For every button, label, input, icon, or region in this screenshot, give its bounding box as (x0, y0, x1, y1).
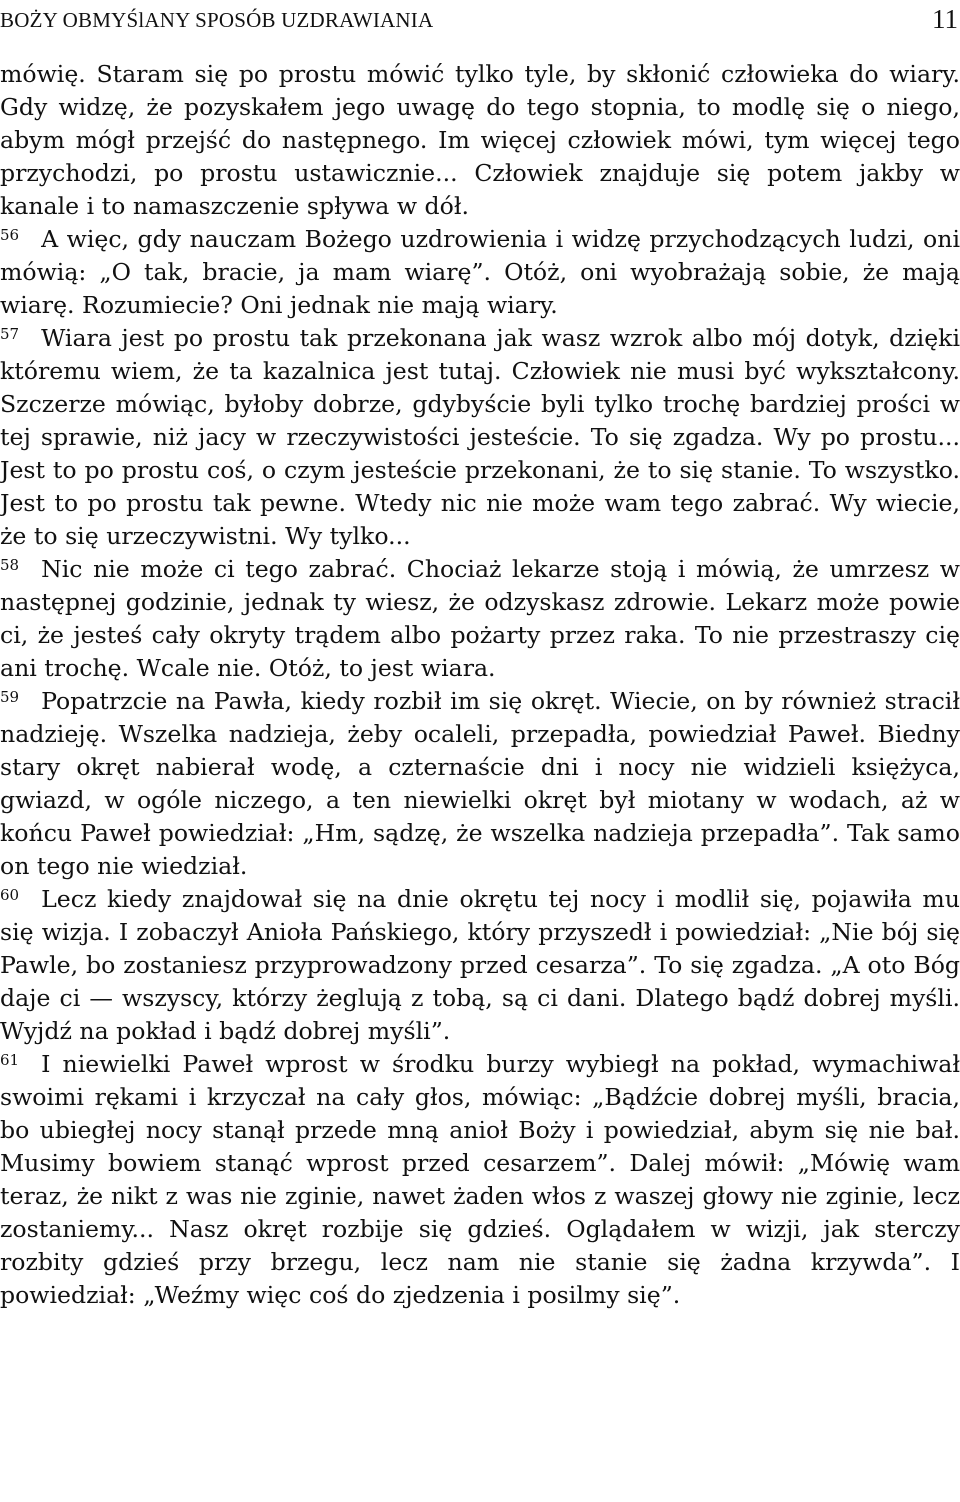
page-header (0, 4, 960, 38)
paragraph-continued (0, 58, 960, 223)
paragraph-text: Wiara jest po prostu tak przekonana jak wasz wzrok albo mój dotyk, dzięki któremu wiem, że ta kazalnica jest tutaj. Człowiek nie musi być wykształcony. Szczerze mówiąc, byłoby dobrze, gdybyście byli tylko trochę bardziej prości w tej sprawie, niż jacy w rzeczywistości jesteście. To się zgadza. Wy po prostu... Jest to po prostu coś, o czym jesteście przekonani, że to się stanie. To wszystko. Jest to po prostu tak pewne. Wtedy nic nie może wam tego zabrać. Wy wiecie, że to się urzeczywistni. Wy tylko... (0, 324, 960, 550)
paragraph-number: 57 (0, 325, 20, 343)
paragraph-number: 56 (0, 226, 20, 244)
paragraph-text: A więc, gdy nauczam Bożego uzdrowienia i widzę przychodzących ludzi, oni mówią: „O tak, bracie, ja mam wiarę”. Otóż, oni wyobrażają sobie, że mają wiarę. Rozumiecie? Oni jednak nie mają wiary. (0, 225, 960, 319)
page-number: 11 (932, 4, 958, 34)
paragraph-61 (0, 1048, 960, 1312)
paragraph-text: Popatrzcie na Pawła, kiedy rozbił im się okręt. Wiecie, on by również stracił nadzieję. Wszelka nadzieja, żeby ocaleli, przepadła, powiedział Paweł. Biedny stary okręt nabierał wodę, a czternaście dni i nocy nie widzieli księżyca, gwiazd, w ogóle niczego, a ten niewielki okręt był miotany w wodach, aż w końcu Paweł powiedział: „Hm, sądzę, że wszelka nadzieja przepadła”. Tak samo on tego nie wiedział. (0, 687, 960, 880)
paragraph-text: mówię. Staram się po prostu mówić tylko tyle, by skłonić człowieka do wiary. Gdy widzę, że pozyskałem jego uwagę do tego stopnia, to modlę się o niego, abym mógł przejść do następnego. Im więcej człowiek mówi, tym więcej tego przychodzi, po prostu ustawicznie... Człowiek znajduje się potem jakby w kanale i to namaszczenie spływa w dół. (0, 60, 960, 220)
body-text (0, 58, 960, 1312)
running-title: BOŻY OBMYŚlANY SPOSÓB UZDRAWIANIA (0, 8, 434, 32)
paragraph-58 (0, 553, 960, 685)
paragraph-text: I niewielki Paweł wprost w środku burzy wybiegł na pokład, wymachiwał swoimi rękami i krzyczał na cały głos, mówiąc: „Bądźcie dobrej myśli, bracia, bo ubiegłej nocy stanął przede mną anioł Boży i powiedział, abym się nie bał. Musimy bowiem stanąć wprost przed cesarzem”. Dalej mówił: „Mówię wam teraz, że nikt z was nie zginie, nawet żaden włos z waszej głowy nie zginie, lecz zostaniemy... Nasz okręt rozbije się gdzieś. Oglądałem w wizji, jak sterczy rozbity gdzieś przy brzegu, lecz nam nie stanie się żadna krzywda”. I powiedział: „Weźmy więc coś do zjedzenia i posilmy się”. (0, 1050, 960, 1309)
paragraph-number: 60 (0, 886, 20, 904)
paragraph-text: Lecz kiedy znajdował się na dnie okrętu tej nocy i modlił się, pojawiła mu się wizja. I zobaczył Anioła Pańskiego, który przyszedł i powiedział: „Nie bój się Pawle, bo zostaniesz przyprowadzony przed cesarza”. To się zgadza. „A oto Bóg daje ci — wszyscy, którzy żeglują z tobą, są ci dani. Dlatego bądź dobrej myśli. Wyjdź na pokład i bądź dobrej myśli”. (0, 885, 960, 1045)
paragraph-number: 61 (0, 1051, 20, 1069)
paragraph-59 (0, 685, 960, 883)
paragraph-number: 59 (0, 688, 20, 706)
paragraph-text: Nic nie może ci tego zabrać. Chociaż lekarze stoją i mówią, że umrzesz w następnej godzinie, jednak ty wiesz, że odzyskasz zdrowie. Lekarz może powie ci, że jesteś cały okryty trądem albo pożarty przez raka. To nie przestraszy cię ani trochę. Wcale nie. Otóż, to jest wiara. (0, 555, 960, 682)
paragraph-number: 58 (0, 556, 20, 574)
paragraph-60 (0, 883, 960, 1048)
paragraph-56 (0, 223, 960, 322)
paragraph-57 (0, 322, 960, 553)
